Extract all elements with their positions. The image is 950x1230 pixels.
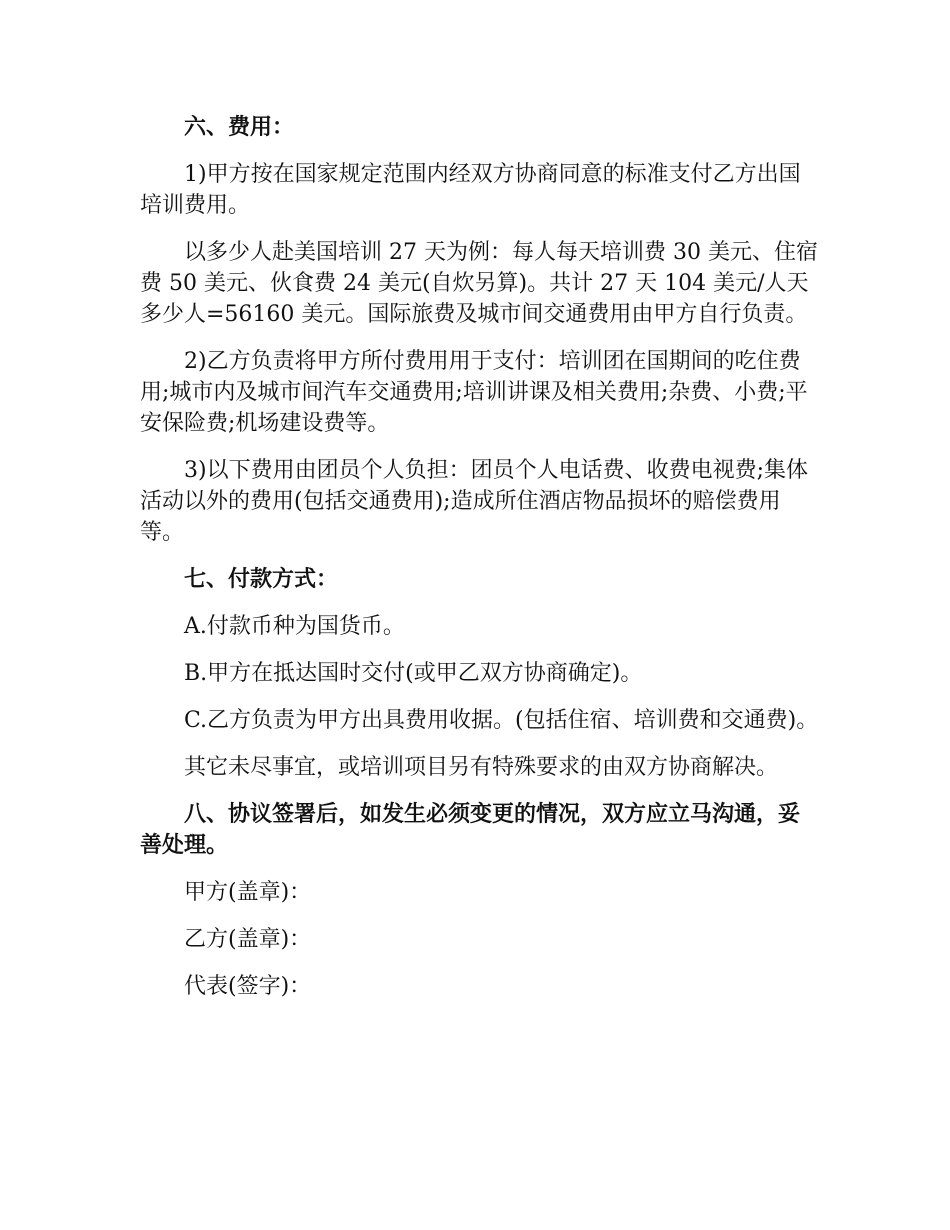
- document-page: [140, 112, 820, 1018]
- party-b-seal-line: 乙方(盖章)：: [184, 927, 312, 952]
- fees-paragraph-3: 2)乙方负责将甲方所付费用用于支付：培训团在国期间的吃住费用;城市内及城市间汽车交通费用;培训讲课及相关费用;杂费、小费;平安保险费;机场建设费等。: [140, 349, 808, 436]
- fees-paragraph-2: 以多少人赴美国培训 27 天为例：每人每天培训费 30 美元、住宿费 50 美元、伙食费 24 美元(自炊另算)。共计 27 天 104 美元/人天多少人=56160 美元。国际旅费及城市间交通费用由甲方自行负责。: [140, 240, 818, 327]
- change-heading: 八、协议签署后，如发生必须变更的情况，双方应立马沟通，妥善处理。: [140, 801, 801, 858]
- party-a-seal-line: 甲方(盖章)：: [184, 880, 312, 905]
- payment-item-b: B.甲方在抵达国时交付(或甲乙双方协商确定)。: [184, 661, 643, 686]
- payment-item-a: A.付款币种为国货币。: [184, 614, 405, 639]
- payment-item-c: C.乙方负责为甲方出具费用收据。(包括住宿、培训费和交通费)。: [184, 708, 819, 733]
- other-matters-paragraph: 其它未尽事宜，或培训项目另有特殊要求的由双方协商解决。: [184, 755, 779, 780]
- fees-heading: 六、费用：: [184, 114, 295, 140]
- representative-signature-line: 代表(签字)：: [184, 974, 312, 999]
- fees-paragraph-4: 3)以下费用由团员个人负担：团员个人电话费、收费电视费;集体活动以外的费用(包括交通费用);造成所住酒店物品损坏的赔偿费用等。: [140, 458, 808, 545]
- fees-paragraph-1: 1)甲方按在国家规定范围内经双方协商同意的标准支付乙方出国培训费用。: [140, 162, 801, 218]
- payment-heading: 七、付款方式：: [184, 566, 339, 592]
